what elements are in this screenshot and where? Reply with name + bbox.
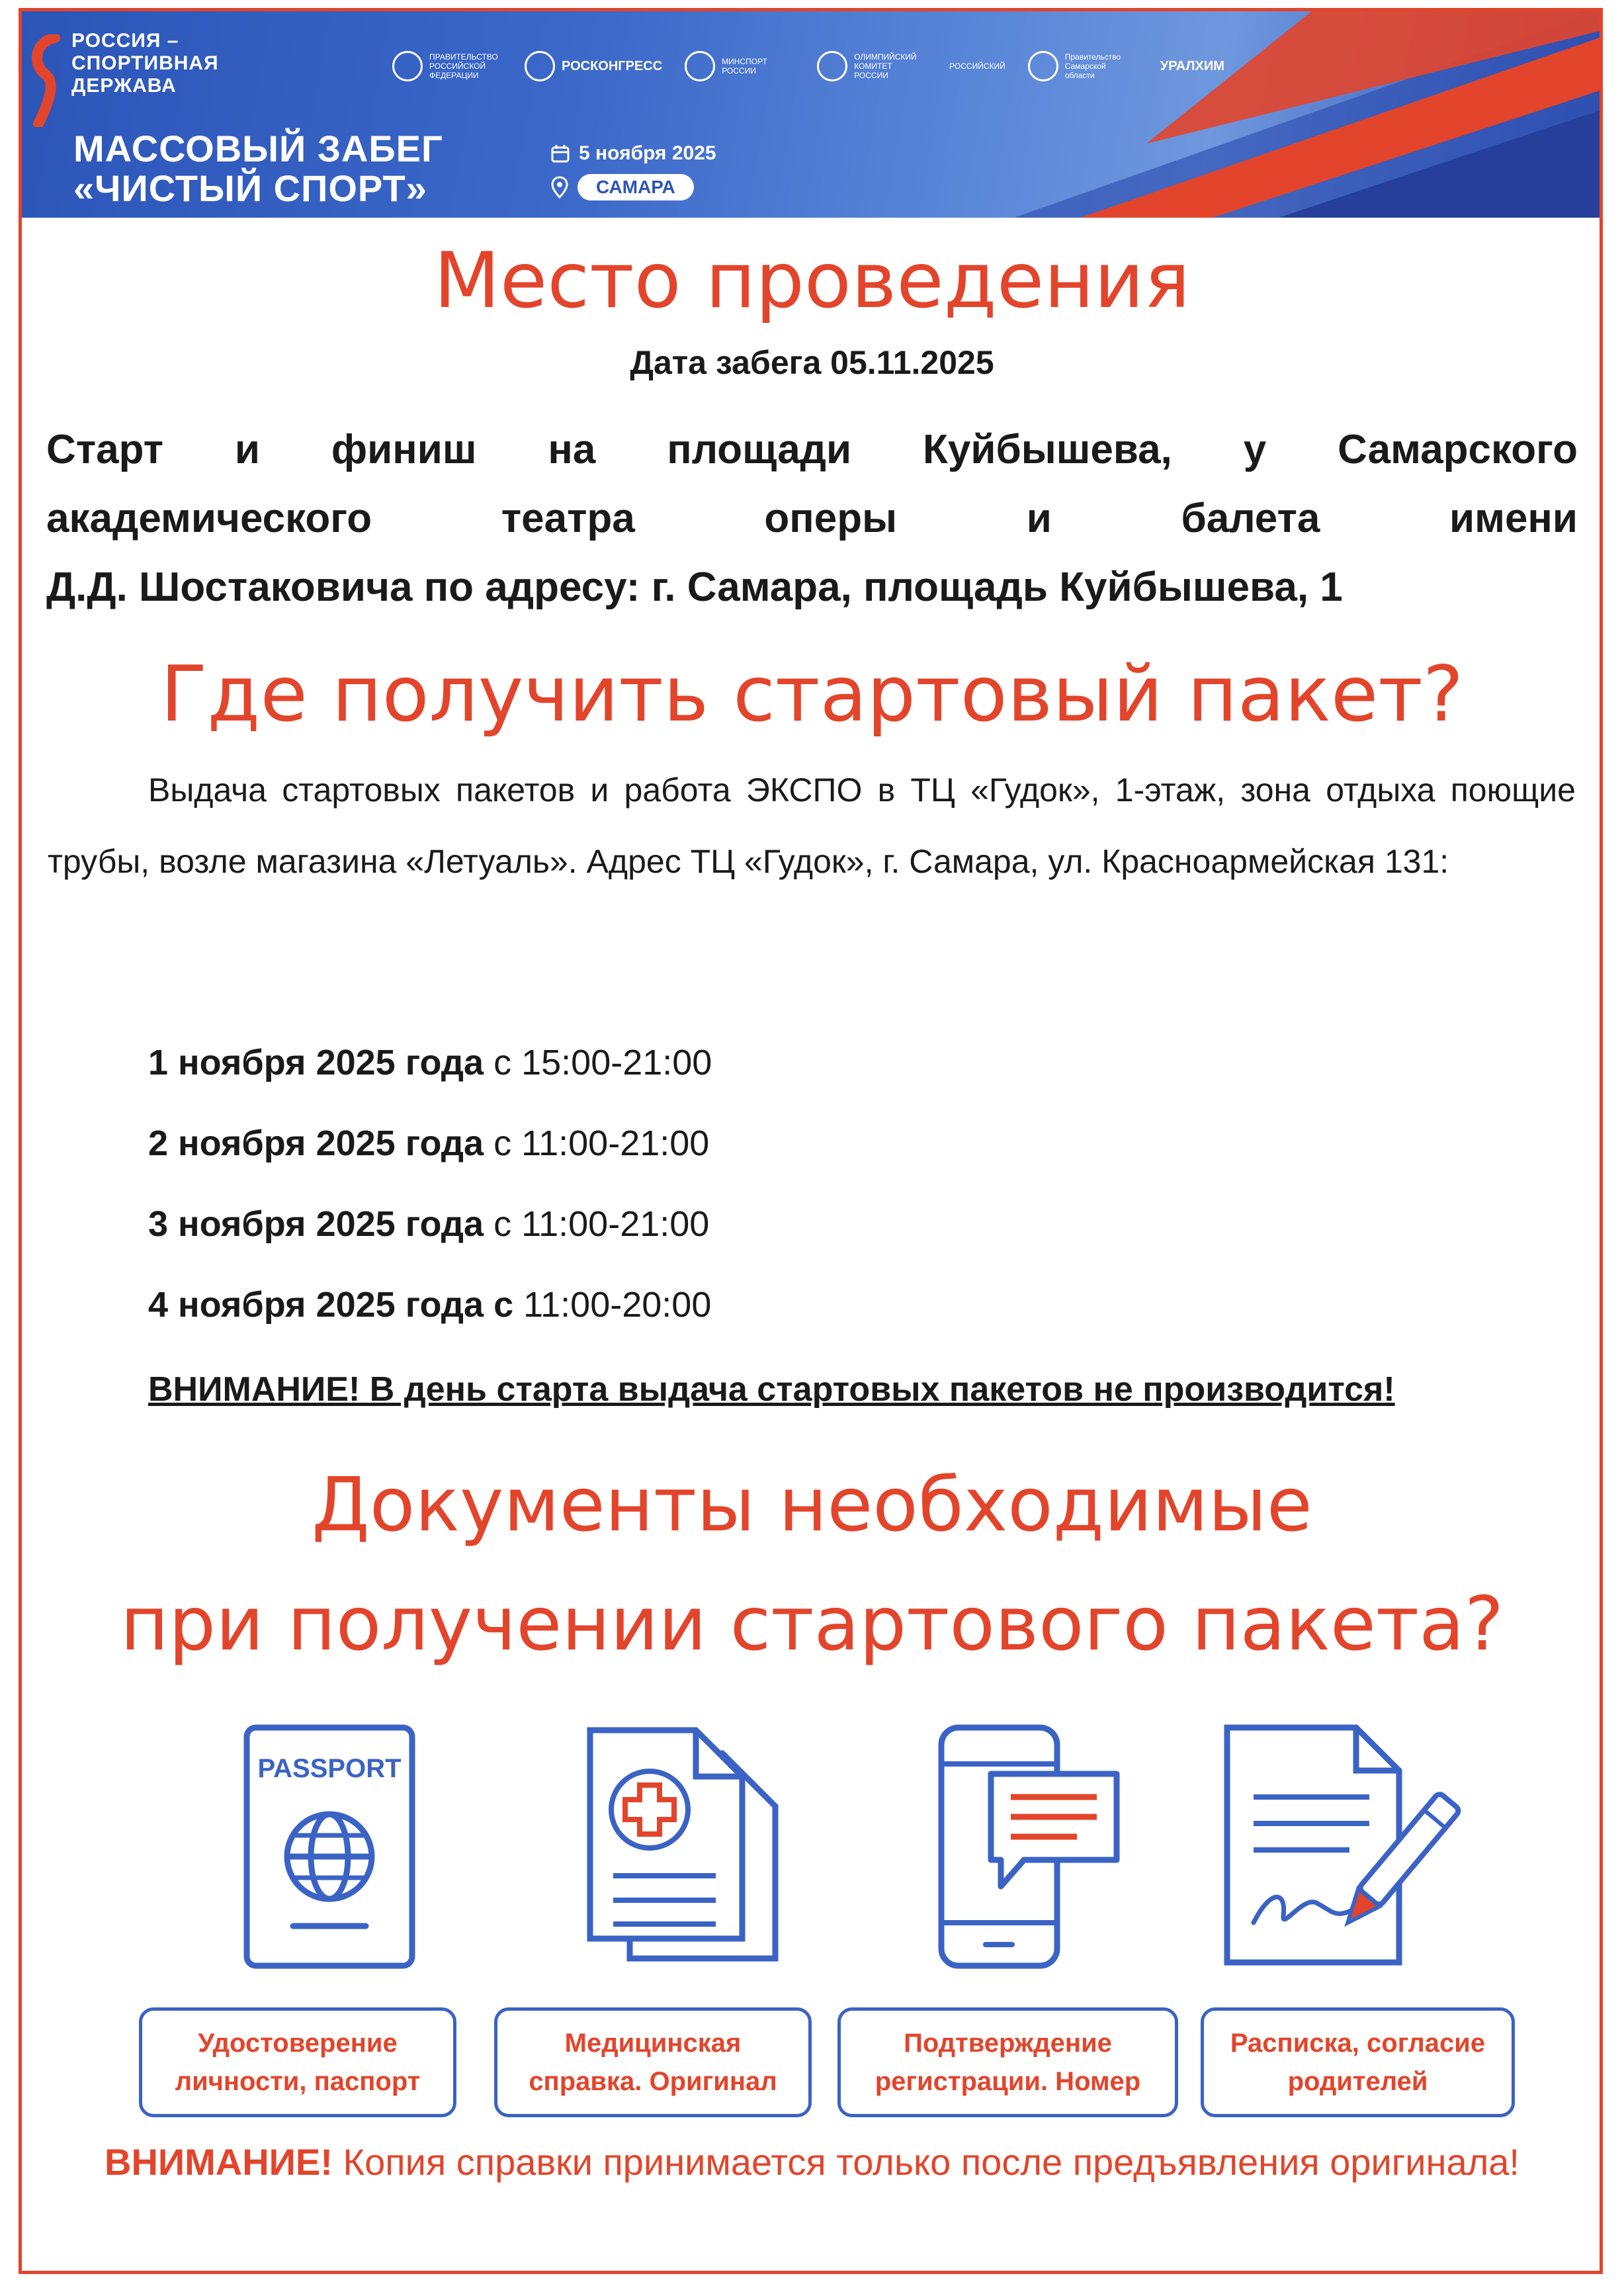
schedule-date: 1 ноября 2025 года: [148, 1043, 484, 1082]
schedule-row: [148, 1274, 712, 1355]
partner-logo: ПРАВИТЕЛЬСТВО РОССИЙСКОЙ ФЕДЕРАЦИИ: [392, 51, 502, 81]
schedule-date: 4 ноября 2025 года с: [148, 1285, 514, 1325]
brand-line: ДЕРЖАВА: [71, 75, 177, 97]
footer-warning: [40, 2134, 1584, 2190]
brand-title: [71, 30, 219, 97]
partner-logos: [392, 51, 1224, 81]
city-badge: САМАРА: [577, 174, 694, 200]
partner-logo: МИНСПОРТ РОССИИ: [685, 51, 794, 81]
pickup-heading: Где получить стартовый пакет?: [160, 650, 1464, 739]
schedule-date: 3 ноября 2025 года: [148, 1204, 484, 1244]
brand-line: РОССИЯ –: [71, 30, 179, 52]
partner-logo: РОССИЙСКИЙ: [949, 62, 1005, 71]
footer-warning-label: ВНИМАНИЕ!: [105, 2141, 333, 2183]
schedule-time: 11:00-21:00: [521, 1204, 710, 1244]
venue-address: [46, 416, 1578, 622]
event-title: [73, 129, 443, 208]
schedule-row: 3 ноября 2025 года с 11:00-21:00: [148, 1204, 710, 1244]
brand-line: СПОРТИВНАЯ: [71, 52, 219, 74]
footer-warning-text: Копия справки принимается только после предъявления оригинала!: [332, 2141, 1519, 2183]
partner-logo: Правительство Самарской области: [1028, 51, 1138, 81]
event-title-line: «ЧИСТЫЙ СПОРТ»: [73, 167, 427, 209]
phone-message-icon: [938, 1724, 1123, 1969]
passport-icon: [243, 1724, 415, 1969]
pickup-paragraph: Выдача стартовых пакетов и работа ЭКСПО в ТЦ «Гудок», 1-этаж, зона отдыха поющие трубы, возле магазина «Летуаль». Адрес ТЦ «Гудок», г. Самара, ул. Красноармейская 131:: [48, 771, 1576, 880]
emblem-icon: [685, 51, 715, 81]
location-pin-icon: [551, 176, 568, 198]
document-label-registration: Подтверждение регистрации. Номер: [837, 2007, 1178, 2117]
event-city: [551, 174, 694, 200]
signed-document-icon: [1224, 1724, 1462, 1969]
schedule-time: 11:00-21:00: [521, 1123, 710, 1163]
pickup-warning: ВНИМАНИЕ! В день старта выдача стартовых пакетов не производится!: [148, 1370, 1395, 1409]
pickup-schedule: [148, 1032, 712, 1355]
address-line: академического театра оперы и балета имени: [46, 496, 1578, 541]
event-title-line: МАССОВЫЙ ЗАБЕГ: [73, 128, 443, 169]
brand-logo-icon: [28, 34, 68, 127]
venue-heading: Место проведения: [433, 236, 1191, 326]
partner-logo: ОЛИМПИЙСКИЙ КОМИТЕТ РОССИИ: [817, 51, 927, 81]
pickup-description: [48, 754, 1576, 897]
schedule-row: 2 ноября 2025 года с 11:00-21:00: [148, 1123, 710, 1163]
schedule-time: 15:00-21:00: [521, 1043, 712, 1082]
passport-label: PASSPORT: [257, 1754, 402, 1783]
schedule-date: 2 ноября 2025 года: [148, 1123, 484, 1163]
emblem-icon: [1028, 51, 1058, 81]
race-date: Дата забега 05.11.2025: [630, 344, 994, 381]
event-banner: [22, 11, 1600, 218]
documents-heading: [40, 1446, 1584, 1684]
documents-heading-line: при получении стартового пакета?: [120, 1581, 1504, 1667]
partner-logo: РОСКОНГРЕСС: [525, 51, 662, 81]
partner-logo: УРАЛХИМ: [1160, 58, 1224, 73]
emblem-icon: [817, 51, 847, 81]
document-label-id: Удостоверение личности, паспорт: [139, 2007, 456, 2117]
medical-document-icon: [583, 1727, 782, 1965]
documents-heading-line: Документы необходимые: [312, 1462, 1312, 1548]
address-line: Старт и финиш на площади Куйбышева, у Самарского: [46, 427, 1578, 472]
emblem-icon: [525, 51, 555, 81]
schedule-row: 1 ноября 2025 года с 15:00-21:00: [148, 1043, 712, 1082]
document-label-consent: Расписка, согласие родителей: [1201, 2007, 1515, 2117]
emblem-icon: [392, 51, 423, 81]
event-date: [551, 142, 716, 165]
event-date-text: 5 ноября 2025: [579, 142, 716, 164]
address-line: Д.Д. Шостаковича по адресу: г. Самара, площадь Куйбышева, 1: [46, 564, 1343, 610]
schedule-time: 11:00-20:00: [523, 1285, 712, 1325]
document-label-medical: Медицинская справка. Оригинал: [494, 2007, 812, 2117]
calendar-icon: [551, 144, 570, 163]
